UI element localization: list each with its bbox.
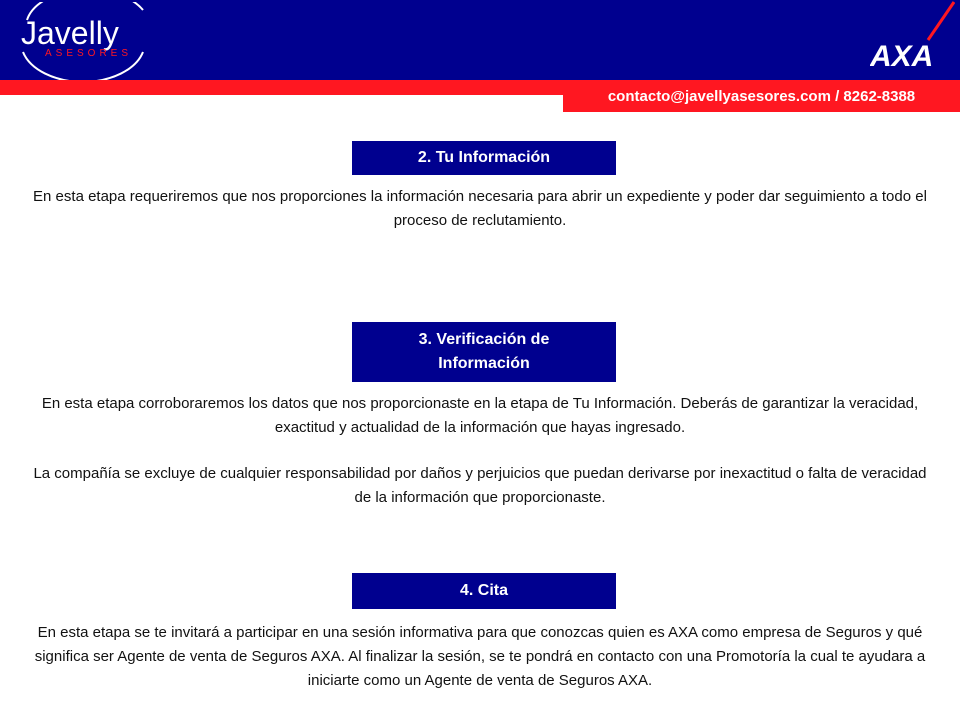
- section-text-cita: En esta etapa se te invitará a participar en una sesión informativa para que conozcas quien es AXA como empresa de Seguros y qué significa ser Agente de venta de Seguros AXA. Al finalizar la sesión, se te pondrá en contacto con una Promotoría la cual te ayudara a iniciarte como un Agente de venta de Seguros AXA.: [34, 624, 926, 689]
- section-title-cita: 4. Cita: [352, 573, 616, 609]
- brand-name: Javelly: [21, 15, 119, 51]
- section-text-verificacion: En esta etapa corroboraremos los datos que nos proporcionaste en la etapa de Tu Información. Deberás de garantizar la veracidad, exactitud y actualidad de la información que hayas ingresado.: [41, 395, 919, 436]
- section-title-verificacion: 3. Verificación de Información: [352, 322, 616, 382]
- header-bar: [0, 0, 960, 80]
- javelly-logo: [15, 2, 165, 80]
- section-title-tu-informacion: 2. Tu Información: [352, 141, 616, 175]
- axa-logo: [870, 0, 955, 78]
- axa-logo-text: AXA: [870, 40, 934, 73]
- section-text-tu-informacion: En esta etapa requeriremos que nos proporciones la información necesaria para abrir un expediente y poder dar seguimiento a todo el proceso de reclutamiento.: [33, 188, 927, 229]
- section-text-verificacion-disclaimer: La compañía se excluye de cualquier responsabilidad por daños y perjuicios que puedan derivarse por inexactitud o falta de veracidad de la información que proporcionaste.: [33, 465, 927, 506]
- brand-sub: ASESORES: [45, 48, 133, 59]
- contact-info: contacto@javellyasesores.com / 8262-8388: [563, 80, 960, 112]
